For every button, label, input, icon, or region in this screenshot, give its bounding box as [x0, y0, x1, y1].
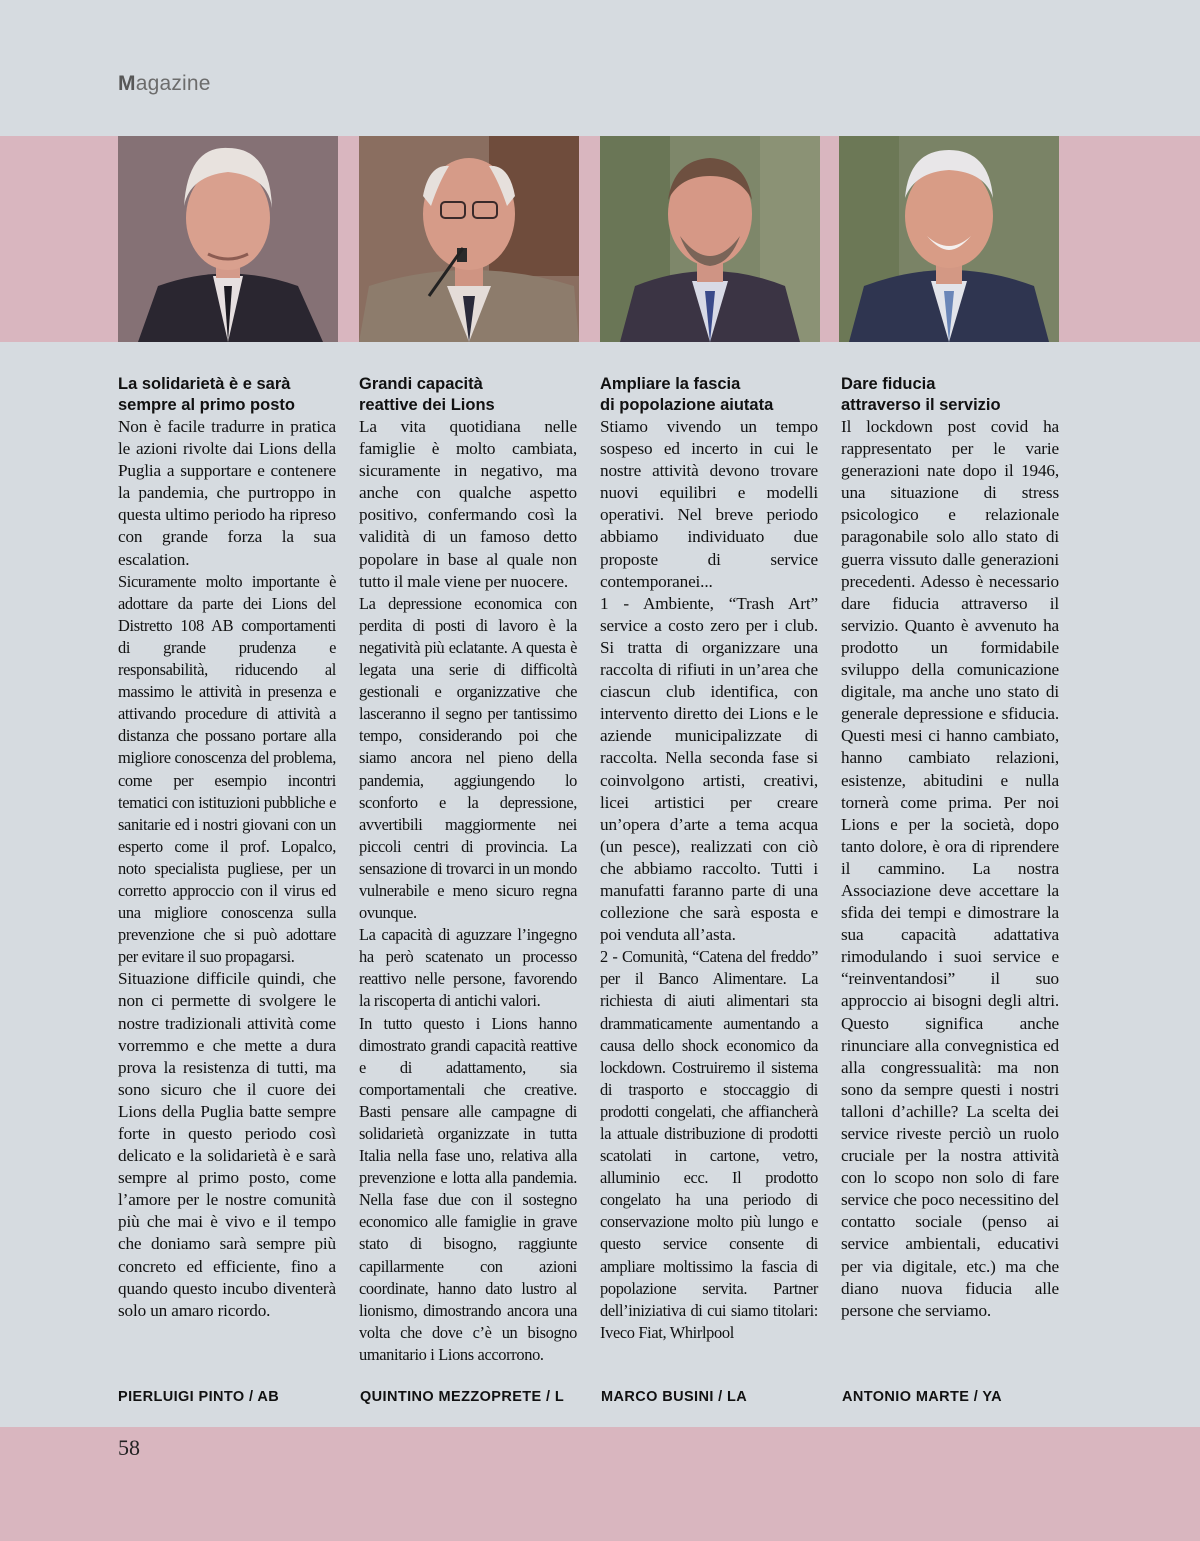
portrait-photo-3 [600, 136, 820, 342]
paragraph: In tutto questo i Lions hanno dimostrato grandi capacità reattive e di adattamento, sia comportamentali che creative. Basti pensare alle campagne di solidarietà organizzate in tutta Italia nella fase uno, relativa alla prevenzione e lotta alla pandemia. Nella fase due con il sostegno economico alle famiglie in grave stato di bisogno, raggiunte capillarmente con azioni coordinate, hanno dato lustro al lionismo, dimostrando ancora una volta che dove c’è un bisogno umanitario i Lions accorrono. [359, 1013, 577, 1364]
article-3 [600, 374, 818, 1344]
article-body [359, 416, 577, 1366]
portrait-photo-1 [118, 136, 338, 342]
title-line: La solidarietà è e sarà [118, 375, 291, 393]
author-byline: ANTONIO MARTE / YA [842, 1389, 1003, 1405]
article-1 [118, 374, 336, 1322]
title-line: Dare fiducia [841, 375, 936, 393]
title-line: attraverso il servizio [841, 396, 1001, 414]
paragraph: La depressione economica con perdita di posti di lavoro è la negatività più eclatante. A questa è legata una serie di difficoltà gestionali e organizzative che lasceranno il segno per tantissimo tempo, considerando poi che siamo ancora nel pieno della pandemia, aggiungendo lo sconforto e la depressione, avvertibili maggiormente nei piccoli centri di provincia. La sensazione di trovarci in un mondo vulnerabile e meno sicuro regna ovunque. [359, 593, 577, 923]
article-2 [359, 374, 577, 1366]
article-body [118, 416, 336, 1322]
author-byline: PIERLUIGI PINTO / AB [118, 1389, 280, 1405]
section-header [118, 72, 211, 96]
paragraph: 1 - Ambiente, “Trash Art” service a costo zero per i club. Si tratta di organizzare una raccolta di rifiuti in un’area che ciascun club identifica, con intervento diretto dei Lions e le aziende municipalizzate di raccolta. Nella seconda fase si coinvolgono artisti, creativi, licei artistici per creare un’opera d’arte a tema acqua (un pesce), realizzati con ciò che abbiamo raccolto. Tutti i manufatti faranno parte di una collezione che sarà esposta e poi venduta all’asta. [600, 593, 818, 945]
title-line: sempre al primo posto [118, 396, 295, 414]
paragraph: Non è facile tradurre in pratica le azioni rivolte dai Lions della Puglia a supportare e contenere la pandemia, che purtroppo in questa ultimo periodo ha ripreso con grande forza la sua escalation. [118, 417, 336, 569]
paragraph: Sicuramente molto importante è adottare da parte dei Lions del Distretto 108 AB comportamenti di grande prudenza e responsabilità, riducendo al massimo le attività in presenza e attivando procedure di attività a distanza che possano portare alla migliore conoscenza del problema, come per esempio incontri tematici con istituzioni pubbliche e sanitarie ed i nostri giovani con un esperto come il prof. Lopalco, noto specialista pugliese, per un corretto approccio con il virus ed una migliore conoscenza sulla prevenzione che si può adottare per evitare il suo propagarsi. [118, 571, 336, 967]
paragraph: La vita quotidiana nelle famiglie è molto cambiata, sicuramente in negativo, ma anche con qualche aspetto positivo, confermando così la validità di un famoso detto popolare in base al quale non tutto il male viene per nuocere. [359, 417, 577, 591]
article-body [841, 416, 1059, 1322]
paragraph: Stiamo vivendo un tempo sospeso ed incerto in cui le nostre attività devono trovare nuovi equilibri e modelli operativi. Nel breve periodo abbiamo individuato due proposte di service contemporanei... [600, 417, 818, 591]
paragraph: Situazione difficile quindi, che non ci permette di svolgere le nostre tradizionali attività come vorremmo e che mette a dura prova la resistenza di tutti, ma sono sicuro che il cuore dei Lions della Puglia batte sempre forte in questo periodo così delicato e la solidarietà è e sarà sempre al primo posto, come l’amore per le nostre comunità più che mai è vivo e il tempo che doniamo sarà sempre più concreto ed efficiente, fino a quando questo incubo diventerà solo un amaro ricordo. [118, 969, 336, 1320]
title-line: Grandi capacità [359, 375, 483, 393]
paragraph: Il lockdown post covid ha rappresentato per le varie generazioni nate dopo il 1946, una situazione di stress psicologico e relazionale paragonabile solo allo stato di guerra vissuto dalle generazioni precedenti. Adesso è necessario dare fiducia attraverso il servizio. Quanto è avvenuto ha prodotto un formidabile sviluppo della comunicazione digitale, ma anche uno stato di generale depressione e sfiducia. Questi mesi ci hanno cambiato, hanno cambiato relazioni, esistenze, abitudini e nulla tornerà come prima. Per noi Lions e per la società, dopo tanto dolore, è ora di riprendere il cammino. La nostra Associazione deve accettare la sfida dei tempi e dimostrare la sua capacità adattativa rimodulando i suoi service e “reinventandosi” il suo approccio ai bisogni degli altri. Questo significa anche rinunciare alla convegnistica ed alla congressualità: ma non sono da sempre questi i nostri talloni d’achille? La scelta dei service riveste perciò un ruolo cruciale per la nostra attività con lo scopo non solo di fare service che poco necessitino del contatto sociale (penso ai service ambientali, educativi per via digitale, etc.) ma che diano nuova fiducia alle persone che serviamo. [841, 417, 1059, 1320]
article-title [359, 374, 577, 416]
article-title [600, 374, 818, 416]
article-title [841, 374, 1059, 416]
portrait-photo-4 [839, 136, 1059, 342]
bottom-color-band [0, 1427, 1200, 1541]
portrait-photo-2 [359, 136, 579, 342]
paragraph: La capacità di aguzzare l’ingegno ha però scatenato un processo reattivo nelle persone, favorendo la riscoperta di antichi valori. [359, 925, 577, 1011]
title-line: Ampliare la fascia [600, 375, 741, 393]
section-label: agazine [135, 72, 211, 95]
author-byline: MARCO BUSINI / LA [601, 1389, 748, 1405]
article-title [118, 374, 336, 416]
title-line: di popolazione aiutata [600, 396, 774, 414]
title-line: reattive dei Lions [359, 396, 495, 414]
page-number: 58 [118, 1435, 140, 1460]
article-4 [841, 374, 1059, 1322]
section-initial: M [118, 72, 136, 95]
author-byline: QUINTINO MEZZOPRETE / L [360, 1389, 565, 1405]
paragraph: 2 - Comunità, “Catena del freddo” per il Banco Alimentare. La richiesta di aiuti alimentari sta drammaticamente aumentando a causa dello shock economico da lockdown. Costruiremo il sistema di trasporto e stoccaggio di prodotti congelati, che affiancherà la attuale distribuzione di prodotti scatolati in cartone, vetro, alluminio ecc. Il prodotto congelato ha una periodo di conservazione molto più lungo e questo service consente di ampliare moltissimo la fascia di popolazione servita. Partner dell’iniziativa di cui siamo titolari: Iveco Fiat, Whirlpool [600, 947, 818, 1342]
article-body [600, 416, 818, 1344]
